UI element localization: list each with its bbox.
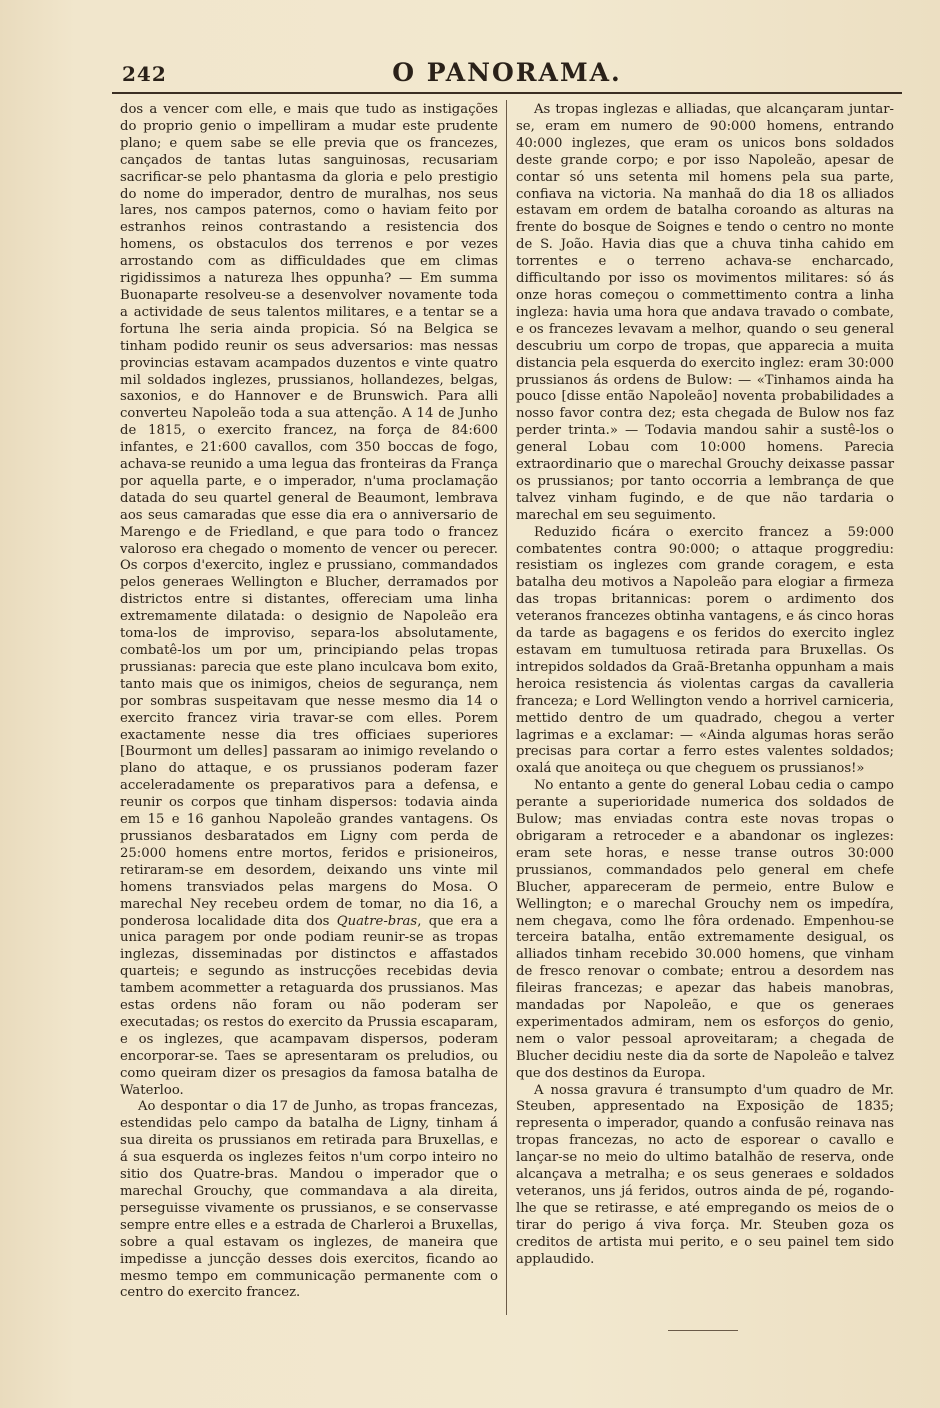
right-paragraph-2: Reduzido ficára o exercito francez a 59:000 combatentes contra 90:000; o attaque proggrediu: resistiam os inglezes com grande coragem, e esta batalha deu motivos a Napoleão para elogiar a firmeza das tropas britannicas: porem o ardimento dos veteranos francezes obtinha vantagens, e ás cinco horas da tarde as bagagens e os feridos do exercito inglez estavam em tumultuosa retirada para Bruxellas. Os intrepidos soldados da Graã-Bretanha oppunham a mais heroica resistencia ás violentas cargas da cavalleria franceza; e Lord Wellington vendo a horrivel carniceria, mettido dentro de um quadrado, chegou a verter lagrimas e a exclamar: — «Ainda algumas horas serão precisas para cortar a ferro estes valentes soldados; oxalá que anoiteça ou que cheguem os prussianos!» (516, 524, 894, 777)
left-paragraph-1-italic: Quatre-bras (336, 913, 418, 929)
left-paragraph-2: Ao despontar o dia 17 de Junho, as tropas francezas, estendidas pelo campo da batalha de Ligny, tinham á sua direita os prussianos em retirada para Bruxellas, e á sua esquerda os inglezes feitos n'um corpo inteiro no sitio dos Quatre-bras. Mandou o imperador que o marechal Grouchy, que commandava a ala direita, perseguisse vivamente os prussianos, e se conservasse sempre entre elles e a estrada de Charleroi a Bruxellas, sobre a qual estavam os inglezes, de maneira que impedisse a juncção desses dois exercitos, ficando ao mesmo tempo em communicação permanente com o centro do exercito francez. (120, 1099, 498, 1301)
left-paragraph-1 (120, 102, 498, 1099)
end-rule (668, 1330, 738, 1331)
column-divider (506, 100, 507, 1315)
right-paragraph-1: As tropas inglezas e alliadas, que alcançaram juntar-se, eram em numero de 90:000 homens, entrando 40:000 inglezes, que eram os unicos bons soldados deste grande corpo; e por isso Napoleão, apesar de contar só uns setenta mil homens pela sua parte, confiava na victoria. Na manhaã do dia 18 os alliados estavam em ordem de batalha coroando as alturas na frente do bosque de Soignes e tendo o centro no monte de S. João. Havia dias que a chuva tinha cahido em torrentes e o terreno achava-se encharcado, difficultando por isso os movimentos militares: só ás onze horas começou o commettimento contra a linha ingleza: havia uma hora que andava travado o combate, e os francezes levavam a melhor, quando o seu general descubriu um corpo de tropas, que apparecia a muita distancia pela esquerda do exercito inglez: eram 30:000 prussianos ás ordens de Bulow: — «Tinhamos ainda ha pouco [disse então Napoleão] noventa probabilidades a nosso favor contra dez; esta chegada de Bulow nos faz perder trinta.» — Todavia mandou sahir a sustê-los o general Lobau com 10:000 homens. Parecia extraordinario que o marechal Grouchy deixasse passar os prussianos; por tanto occorria a lembrança de que talvez vinham fugindo, e de que não tardaria o marechal em seu seguimento. (516, 102, 894, 523)
header-rule (112, 92, 902, 94)
right-paragraph-4: A nossa gravura é transumpto d'um quadro de Mr. Steuben, appresentado na Exposição de 1835; representa o imperador, quando a confusão reinava nas tropas francezas, no acto de esporear o cavallo e lançar-se no meio do ultimo batalhão de reserva, onde alcançava a metralha; e os seus generaes e soldados veteranos, uns já feridos, outros ainda de pé, rogando-lhe que se retirasse, e até empregando os meios de o tirar do perigo á viva força. Mr. Steuben goza os creditos de artista mui perito, e o seu painel tem sido applaudido. (516, 1082, 894, 1267)
page-number: 242 (122, 62, 167, 86)
journal-title: O PANORAMA. (392, 58, 622, 87)
right-paragraph-3: No entanto a gente do general Lobau cedia o campo perante a superioridade numerica dos soldados de Bulow; mas enviadas contra este novas tropas o obrigaram a retroceder e a abandonar os inglezes: eram sete horas, e nesse transe outros 30:000 prussianos, commandados pelo general em chefe Blucher, appareceram de permeio, entre Bulow e Wellington; e o marechal Grouchy nem os impedíra, nem chegava, como lhe fôra ordenado. Empenhou-se terceira batalha, então extremamente desigual, os alliados tinham recebido 30.000 homens, que vinham de fresco renovar o combate; entrou a desordem nas fileiras francezas; e apezar das habeis manobras, mandadas por Napoleão, e que os generaes experimentados admiram, nem os esforços do genio, nem o valor pessoal aproveitaram; a chegada de Blucher decidiu neste dia da sorte de Napoleão e talvez que dos destinos da Europa. (516, 778, 894, 1081)
page-header (112, 58, 902, 88)
left-paragraph-1-end: , que era a unica paragem por onde podiam reunir-se as tropas inglezas, disseminadas por distinctos e affastados quarteis; e segundo as instrucções recebidas devia tambem acommetter a retaguarda dos prussianos. Mas estas ordens não foram ou não poderam ser executadas; os restos do exercito da Prussia escaparam, e os inglezes, que acampavam dispersos, poderam encorporar-se. Taes se apresentaram os preludios, ou como queiram dizer os presagios da famosa batalha de Waterloo. (120, 913, 499, 1098)
right-column (516, 102, 894, 1269)
left-column (120, 102, 498, 1302)
left-paragraph-1-text: dos a vencer com elle, e mais que tudo as instigações do proprio genio o impelliram a mudar este prudente plano; e quem sabe se elle previa que os francezes, cançados de tantas lutas sanguinosas, recusariam sacrificar-se pelo phantasma da gloria e pelo prestigio do nome do imperador, dentro de muralhas, nos seus lares, nos campos paternos, como o haviam feito por estranhos reinos contrastando a resistencia dos homens, os obstaculos dos terrenos e por vezes arrostando com as difficuldades que em climas rigidissimos a natureza lhes oppunha? — Em summa Buonaparte resolveu-se a desenvolver novamente toda a actividade de seus talentos militares, e a tentar se a fortuna lhe seria ainda propicia. Só na Belgica se tinham podido reunir os seus adversarios: mas nessas provincias estavam acampados duzentos e vinte quatro mil soldados inglezes, prussianos, hollandezes, belgas, saxonios, e do Hannover e de Brunswich. Para alli converteu Napoleão toda a sua attenção. A 14 de Junho de 1815, o exercito francez, na força de 84:600 infantes, e 21:600 cavallos, com 350 boccas de fogo, achava-se reunido a uma legua das fronteiras da França por aquella parte, e o imperador, n'uma proclamação datada do seu quartel general de Beaumont, lembrava aos seus camaradas que esse dia era o anniversario de Marengo e de Friedland, e que para todo o francez valoroso era chegado o momento de vencer ou perecer. Os corpos d'exercito, inglez e prussiano, commandados pelos generaes Wellington e Blucher, derramados por districtos entre si distantes, offereciam uma linha extremamente dilatada: o designio de Napoleão era toma-los de improviso, separa-los absolutamente, combatê-los um por um, principiando pelas tropas prussianas: parecia que este plano inculcava bom exito, tanto mais que os inimigos, cheios de segurança, nem por sombras suspeitavam que nesse mesmo dia 14 o exercito francez viria travar-se com elles. Porem exactamente nesse dia tres officiaes superiores [Bourmont um delles] passaram ao inimigo revelando o plano do attaque, e os prussianos poderam fazer acceleradamente os preparativos para a defensa, e reunir os corpos que tinham dispersos: todavia ainda em 15 e 16 ganhou Napoleão grandes vantagens. Os prussianos desbaratados em Ligny com perda de 25:000 homens entre mortos, feridos e prisioneiros, retiraram-se em desordem, deixando uns vinte mil homens transviados pelas margens do Mosa. O marechal Ney recebeu ordem de tomar, no dia 16, a ponderosa localidade dita dos (120, 102, 498, 929)
